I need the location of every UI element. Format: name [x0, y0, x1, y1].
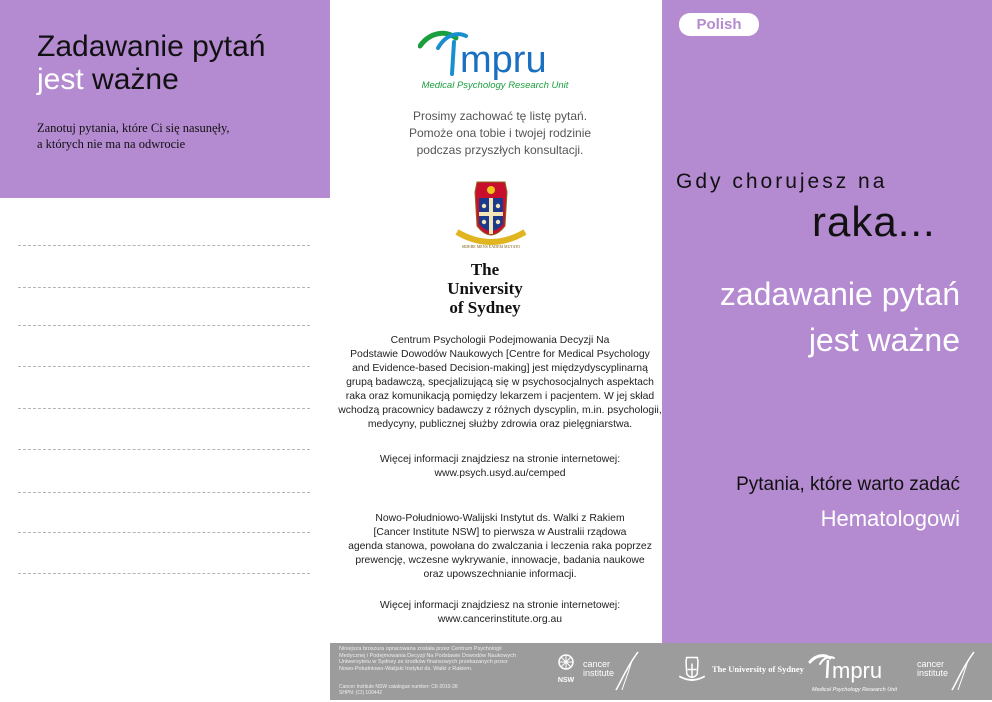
crest-motto: SIDERE MENS EADEM MUTATO [461, 244, 521, 249]
note-line[interactable] [18, 449, 310, 450]
nsw-waratah-icon [555, 652, 577, 686]
cemped-description [335, 334, 665, 432]
left-subtitle-line2: a których nie ma na odwrocie [37, 137, 186, 151]
cover-heading-line1: Gdy chorujesz na [676, 170, 888, 193]
cancer-institute-ribbon-icon [612, 650, 642, 692]
mpru-logo-text: mpru [460, 39, 547, 81]
intro-line: Pomoże ona tobie i twojej rodzinie [408, 126, 592, 140]
footer-code-line: SHPN: (CI) 100442 [339, 690, 383, 696]
language-badge: Polish [679, 13, 759, 36]
cover-tagline-line1: zadawanie pytań [719, 276, 960, 312]
footer-credits [339, 646, 559, 672]
left-title-wazne: ważne [92, 63, 179, 96]
cancer-institute-word: cancer [583, 659, 611, 669]
note-line[interactable] [18, 492, 310, 493]
footer-codes [339, 684, 559, 696]
note-line[interactable] [18, 366, 310, 367]
note-line[interactable] [18, 287, 310, 288]
para-line: Podstawie Dowodów Naukowych [Centre for Medical Psychology [350, 349, 650, 360]
university-name [420, 260, 550, 317]
footer-university-name: The University of Sydney [712, 664, 804, 674]
cover-specialty: Hematologowi [820, 506, 960, 531]
note-line[interactable] [18, 408, 310, 409]
footer-line: Nowo-Południowo-Walijski Instytut ds. Walki z Rakiem. [339, 665, 473, 672]
left-subtitle [37, 120, 230, 152]
para-line: oraz upowszechnianie informacji. [423, 569, 577, 580]
note-line[interactable] [18, 532, 310, 533]
footer-mpru-logo [808, 652, 898, 686]
para-line: Nowo-Południowo-Walijski Instytut ds. Walki z Rakiem [375, 513, 625, 524]
para-line: medycyny, publicznej służby zdrowia oraz pielęgniarstwa. [367, 419, 633, 430]
para-line: Więcej informacji znajdziesz na stronie internetowej: [379, 600, 621, 611]
note-line[interactable] [18, 245, 310, 246]
cemped-link[interactable]: www.psych.usyd.au/cemped [434, 468, 566, 479]
para-line: and Evidence-based Decision-making] jest międzydyscyplinarną [352, 363, 648, 374]
footer-line: Medycznej i Podejmowania Decyzji Na Podstawie Dowodów Naukowych [339, 652, 516, 659]
cancer-institute-link[interactable]: www.cancerinstitute.org.au [437, 614, 563, 625]
cemped-more-info [335, 453, 665, 481]
intro-line: Prosimy zachować tę listę pytań. [412, 109, 588, 123]
cancer-institute-word: institute [917, 668, 949, 678]
para-line: Centrum Psychologii Podejmowania Decyzji Na [390, 335, 610, 346]
university-name-line: The [470, 260, 500, 279]
note-line[interactable] [18, 325, 310, 326]
footer-line: Niniejsza broszura opracowana została przez Centrum Psychologii [339, 646, 502, 652]
cancer-institute-logo-right [917, 660, 948, 678]
footer-mpru-text: mpru [832, 658, 883, 683]
cancer-institute-word: cancer [917, 659, 945, 669]
para-line: wchodzą pracownicy badawczy z różnych dyscyplin, m.in. psychologii, [338, 405, 662, 416]
footer-line: Uniwersytetu w Sydney ze środków finansowych przekazanych przez [339, 659, 508, 665]
nsw-label: NSW [557, 677, 575, 684]
left-title-jest: jest [37, 63, 84, 96]
university-crest-icon [451, 178, 531, 258]
mpru-subtitle: Medical Psychology Research Unit [421, 80, 569, 91]
left-subtitle-line1: Zanotuj pytania, które Ci się nasunęły, [37, 121, 230, 135]
cancer-institute-more-info [335, 599, 665, 627]
para-line: raka oraz komunikacją pomiędzy lekarzem i pacjentem. W jej skład [345, 391, 655, 402]
cover-tagline-line2: jest ważne [808, 322, 960, 358]
cancer-institute-logo [583, 660, 614, 678]
note-line[interactable] [18, 573, 310, 574]
para-line: grupą badawczą, specjalizującą się w psychosocjalnych aspektach [346, 377, 654, 388]
cancer-institute-word: institute [583, 668, 615, 678]
left-title-line1: Zadawanie pytań [37, 30, 266, 63]
cancer-institute-ribbon-right-icon [948, 650, 978, 692]
university-crest-small-icon [677, 656, 707, 686]
university-name-line: University [447, 279, 523, 298]
university-name-line: of Sydney [449, 298, 521, 317]
left-title [37, 30, 266, 96]
intro-text [380, 108, 620, 159]
para-line: agenda stanowa, powołana do zwalczania i leczenia raka poprzez [348, 541, 652, 552]
cover-subtitle: Pytania, które warto zadać [736, 474, 960, 495]
cancer-institute-description [335, 512, 665, 582]
para-line: [Cancer Institute NSW] to pierwsza w Australii rządowa [373, 527, 627, 538]
para-line: prewencję, wczesne wykrywanie, innowacje, badania naukowe [355, 555, 645, 566]
intro-line: podczas przyszłych konsultacji. [416, 143, 584, 157]
cover-heading-line2: raka... [812, 198, 936, 245]
left-title-line2 [37, 63, 266, 96]
footer-code-line: Cancer Institute NSW catalogue number: CII-2010-28 [339, 684, 458, 690]
para-line: Więcej informacji znajdziesz na stronie internetowej: [379, 454, 621, 465]
footer-mpru-subtitle: Medical Psychology Research Unit [812, 687, 897, 693]
